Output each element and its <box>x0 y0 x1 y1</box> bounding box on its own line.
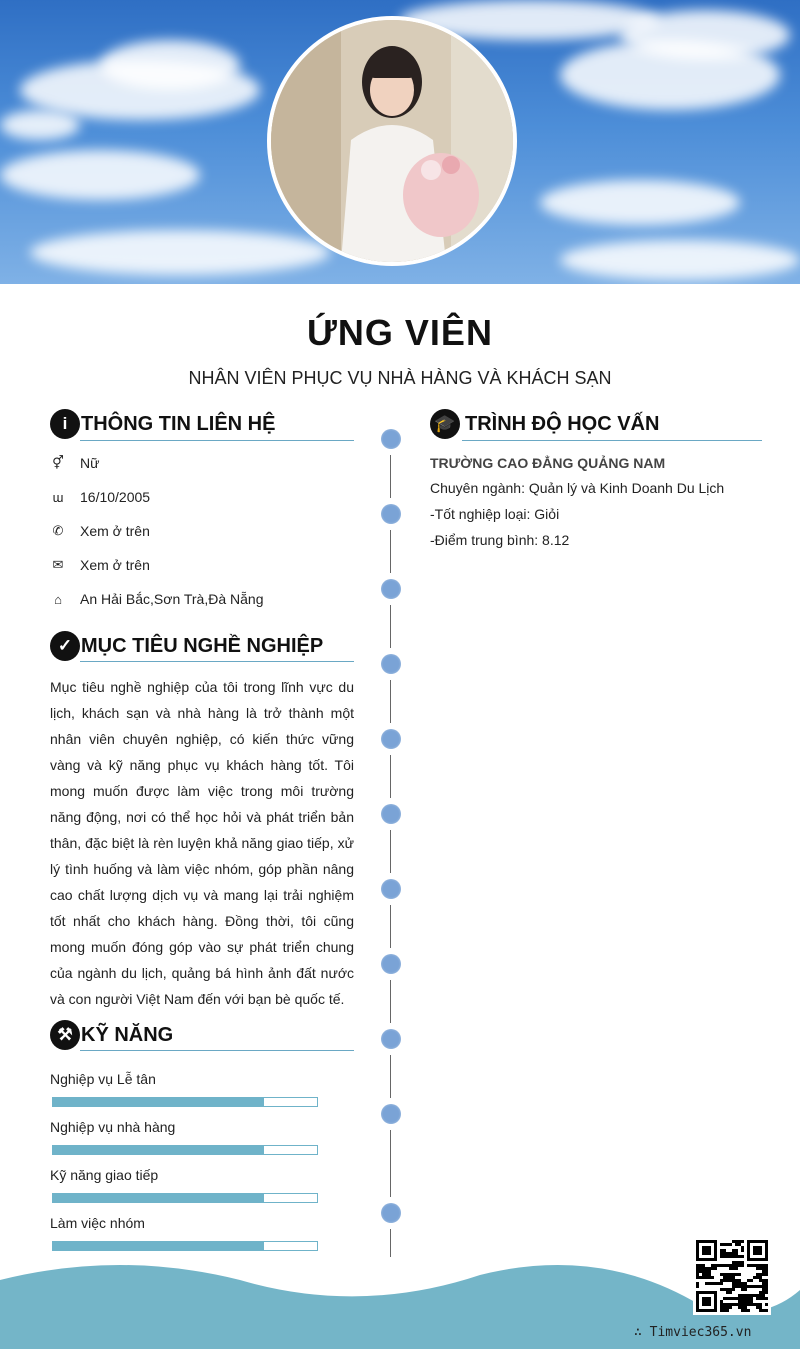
skill-bar-fill <box>53 1242 264 1250</box>
skill-bar-fill <box>53 1098 264 1106</box>
skill-bar-fill <box>53 1146 264 1154</box>
timeline-line <box>390 1055 391 1098</box>
objective-heading <box>50 631 323 661</box>
skill-bar <box>52 1097 318 1107</box>
education-heading-text: TRÌNH ĐỘ HỌC VẤN <box>465 412 660 435</box>
job-title: NHÂN VIÊN PHỤC VỤ NHÀ HÀNG VÀ KHÁCH SẠN <box>188 368 612 388</box>
gender-icon: ⚥ <box>52 455 64 470</box>
qr-code[interactable] <box>693 1237 771 1315</box>
email-value: Xem ở trên <box>80 557 150 573</box>
timeline-dot <box>381 579 401 599</box>
contact-address <box>50 591 264 607</box>
school-name: TRƯỜNG CAO ĐẲNG QUẢNG NAM <box>430 455 666 471</box>
skills-heading-text: KỸ NĂNG <box>81 1023 174 1046</box>
timeline-dot <box>381 729 401 749</box>
info-icon: i <box>50 409 80 439</box>
contact-heading-text: THÔNG TIN LIÊN HỆ <box>81 412 276 435</box>
home-icon: ⌂ <box>54 591 62 607</box>
divider <box>80 661 354 662</box>
skill-item <box>50 1071 156 1087</box>
objective-heading-text: MỤC TIÊU NGHỀ NGHIỆP <box>81 634 324 657</box>
timeline-line <box>390 530 391 573</box>
avatar <box>267 16 517 266</box>
skill-label: Làm việc nhóm <box>50 1215 145 1231</box>
email-icon: ✉ <box>52 557 64 572</box>
timeline-dot <box>381 804 401 824</box>
timeline-line <box>390 905 391 948</box>
divider <box>80 440 354 441</box>
skills-heading <box>50 1020 173 1050</box>
skill-bar <box>52 1193 318 1203</box>
phone-value: Xem ở trên <box>80 523 150 539</box>
address-value: An Hải Bắc,Sơn Trà,Đà Nẵng <box>80 591 264 607</box>
timeline-dot <box>381 654 401 674</box>
contact-birthday <box>50 489 150 505</box>
qr-code-graphic <box>693 1237 771 1315</box>
graduation-cap-icon: 🎓 <box>430 409 460 439</box>
objective-text: Mục tiêu nghề nghiệp của tôi trong lĩnh vực du lịch, khách sạn và nhà hàng là trở thành một nhân viên chuyên nghiệp, có kiến thức vững vàng và kỹ năng phục vụ khách hàng tốt. Tôi mong muốn được làm việc trong môi trường năng động, nơi có thể học hỏi và phát triển bản thân, đặc biệt là rèn luyện khả năng giao tiếp, xử lý tình huống và làm việc nhóm, góp phần nâng cao chất lượng dịch vụ và mang lại trải nghiệm tốt nhất cho khách hàng. Đồng thời, tôi cũng mong muốn đóng góp vào sự phát triển chung của ngành du lịch, quảng bá hình ảnh đất nước và con người Việt Nam đến với bạn bè quốc tế. <box>50 679 354 1007</box>
check-icon: ✓ <box>50 631 80 661</box>
skill-label: Nghiệp vụ Lễ tân <box>50 1071 156 1087</box>
timeline-dot <box>381 1203 401 1223</box>
candidate-name: ỨNG VIÊN <box>307 312 493 353</box>
timeline-dot <box>381 504 401 524</box>
profile-photo <box>271 20 513 262</box>
contact-heading <box>50 409 275 439</box>
timeline-line <box>390 680 391 723</box>
phone-icon: ✆ <box>52 523 64 538</box>
contact-phone <box>50 523 150 539</box>
divider <box>80 1050 354 1051</box>
gender-value: Nữ <box>80 455 100 471</box>
birthday-value: 16/10/2005 <box>80 489 151 505</box>
skill-bar-fill <box>53 1194 264 1202</box>
timeline-line <box>390 755 391 798</box>
timeline-dot <box>381 1104 401 1124</box>
education-grade: -Tốt nghiệp loại: Giỏi <box>430 506 560 522</box>
birthday-cake-icon: ɯ <box>52 489 64 505</box>
timeline-line <box>390 830 391 873</box>
contact-email <box>50 557 150 573</box>
timeline-line <box>390 605 391 648</box>
education-gpa: -Điểm trung bình: 8.12 <box>430 532 570 548</box>
timeline-dot <box>381 1029 401 1049</box>
skill-item <box>50 1167 158 1183</box>
timeline-line <box>390 455 391 498</box>
education-heading <box>430 409 659 439</box>
brand-logo-text: ∴ Timviec365.vn <box>634 1325 752 1340</box>
timeline-dot <box>381 879 401 899</box>
skill-item <box>50 1119 175 1135</box>
skill-label: Kỹ năng giao tiếp <box>50 1167 159 1183</box>
timeline-dot <box>381 954 401 974</box>
divider <box>462 440 762 441</box>
skill-label: Nghiệp vụ nhà hàng <box>50 1119 176 1135</box>
wrench-icon: ⚒ <box>50 1020 80 1050</box>
timeline-line <box>390 1130 391 1197</box>
education-major: Chuyên ngành: Quản lý và Kinh Doanh Du Lịch <box>430 480 725 496</box>
timeline-line <box>390 980 391 1023</box>
timeline-dot <box>381 429 401 449</box>
contact-gender <box>50 455 99 471</box>
skill-bar <box>52 1145 318 1155</box>
skill-item <box>50 1215 145 1231</box>
